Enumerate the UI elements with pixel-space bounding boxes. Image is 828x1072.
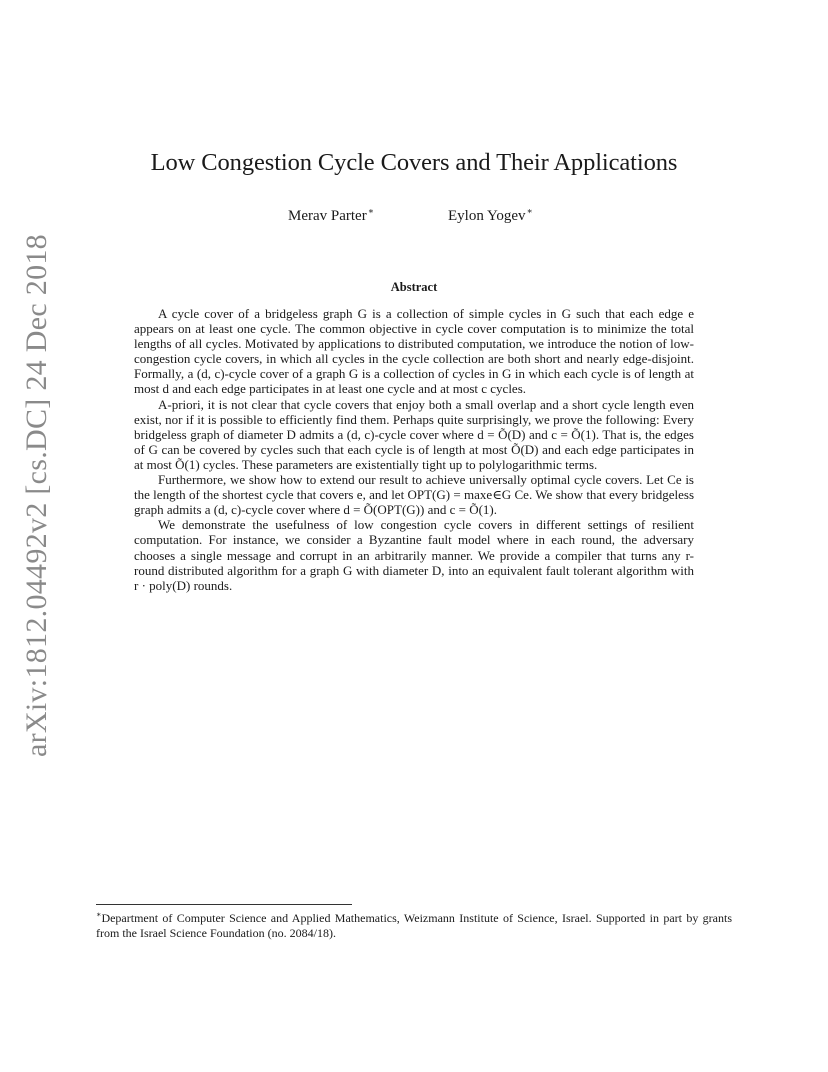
abstract-paragraph: We demonstrate the usefulness of low congestion cycle covers in different settings of resilient computation. For instance, we consider a Byzantine fault model where in each round, the adversary chooses a single message and corrupt in an arbitrarily manner. We provide a compiler that turns any r-round distributed algorithm for a graph G with diameter D, into an equivalent fault tolerant algorithm with r · poly(D) rounds. <box>134 517 694 593</box>
arxiv-identifier-stamp: arXiv:1812.04492v2 [cs.DC] 24 Dec 2018 <box>20 234 53 757</box>
author-name: Merav Parter∗ <box>288 206 374 224</box>
footnote-text: Department of Computer Science and Applied Mathematics, Weizmann Institute of Science, Israel. Supported in part by grants from the Israel Science Foundation (no. 2084/18). <box>96 911 732 940</box>
footnote-marker: ∗ <box>526 206 533 216</box>
footnote-marker: ∗ <box>367 206 374 216</box>
abstract-heading: Abstract <box>390 280 438 294</box>
affiliation-footnote <box>96 907 732 941</box>
abstract-paragraph: Furthermore, we show how to extend our result to achieve universally optimal cycle covers. Let Ce is the length of the shortest cycle that covers e, and let OPT(G) = maxe∈G Ce. We show that every bridgeless graph admits a (d, c)-cycle cover where d = Õ(OPT(G)) and c = Õ(1). <box>134 472 694 518</box>
abstract-paragraph: A cycle cover of a bridgeless graph G is a collection of simple cycles in G such that each edge e appears on at least one cycle. The common objective in cycle cover computation is to minimize the total lengths of all cycles. Motivated by applications to distributed computation, we introduce the notion of low-congestion cycle covers, in which all cycles in the cycle collection are both short and nearly edge-disjoint. Formally, a (d, c)-cycle cover of a graph G is a collection of cycles in G in which each cycle is of length at most d and each edge participates in at least one cycle and at most c cycles. <box>134 306 694 397</box>
abstract-body <box>134 306 694 593</box>
footnote-marker: ∗ <box>96 910 102 919</box>
author-name: Eylon Yogev∗ <box>448 206 533 224</box>
paper-title: Low Congestion Cycle Covers and Their Applications <box>150 149 678 176</box>
footnote-rule <box>96 904 352 905</box>
abstract-paragraph: A-priori, it is not clear that cycle covers that enjoy both a small overlap and a short cycle length even exist, nor if it is possible to efficiently find them. Perhaps quite surprisingly, we prove the following: Every bridgeless graph of diameter D admits a (d, c)-cycle cover where d = Õ(D) and c = Õ(1). That is, the edges of G can be covered by cycles such that each cycle is of length at most Õ(D) and each edge participates in at most Õ(1) cycles. These parameters are existentially tight up to polylogarithmic terms. <box>134 396 694 472</box>
